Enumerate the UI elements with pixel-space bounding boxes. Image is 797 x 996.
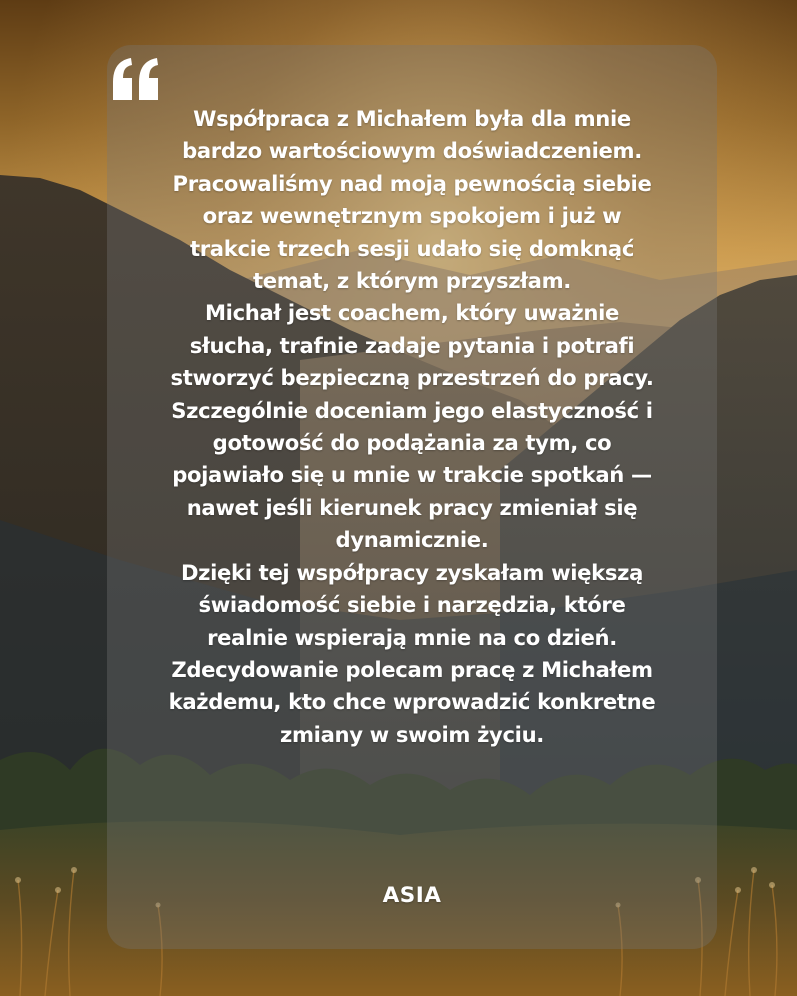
testimonial-line: temat, z którym przyszłam. bbox=[253, 269, 571, 295]
testimonial-line: gotowość do podążania za tym, co bbox=[212, 431, 612, 457]
opening-quote-icon bbox=[107, 38, 163, 108]
testimonial-line: bardzo wartościowym doświadczeniem. bbox=[182, 139, 642, 165]
testimonial-line: realnie wspierają mnie na co dzień. bbox=[207, 625, 617, 651]
testimonial-author: ASIA bbox=[382, 883, 442, 908]
testimonial-line: Szczególnie doceniam jego elastyczność i bbox=[171, 398, 653, 424]
testimonial-line: pojawiało się u mnie w trakcie spotkań — bbox=[172, 463, 652, 489]
testimonial-line: Michał jest coachem, który uważnie bbox=[204, 301, 619, 327]
testimonial-line: Współpraca z Michałem była dla mnie bbox=[193, 107, 631, 132]
testimonial-line: zmiany w swoim życiu. bbox=[280, 722, 544, 748]
testimonial-line: dynamicznie. bbox=[335, 528, 489, 554]
testimonial-line: świadomość siebie i narzędzia, które bbox=[198, 593, 626, 619]
testimonial-line: słucha, trafnie zadaje pytania i potrafi bbox=[189, 333, 635, 359]
testimonial-line: trakcie trzech sesji udało się domknąć bbox=[189, 236, 635, 262]
testimonial-line: nawet jeśli kierunek pracy zmieniał się bbox=[186, 495, 638, 521]
testimonial-line: Zdecydowanie polecam pracę z Michałem bbox=[171, 657, 653, 683]
testimonial-line: Dzięki tej współpracy zyskałam większą bbox=[180, 560, 644, 586]
testimonial-line: oraz wewnętrznym spokojem i już w bbox=[202, 204, 622, 230]
testimonial-line: Pracowaliśmy nad moją pewnością siebie bbox=[172, 171, 652, 197]
testimonial-line: stworzyć bezpieczną przestrzeń do pracy. bbox=[170, 366, 654, 392]
testimonial-line: każdemu, kto chce wprowadzić konkretne bbox=[168, 690, 656, 716]
testimonial-text bbox=[112, 104, 712, 752]
